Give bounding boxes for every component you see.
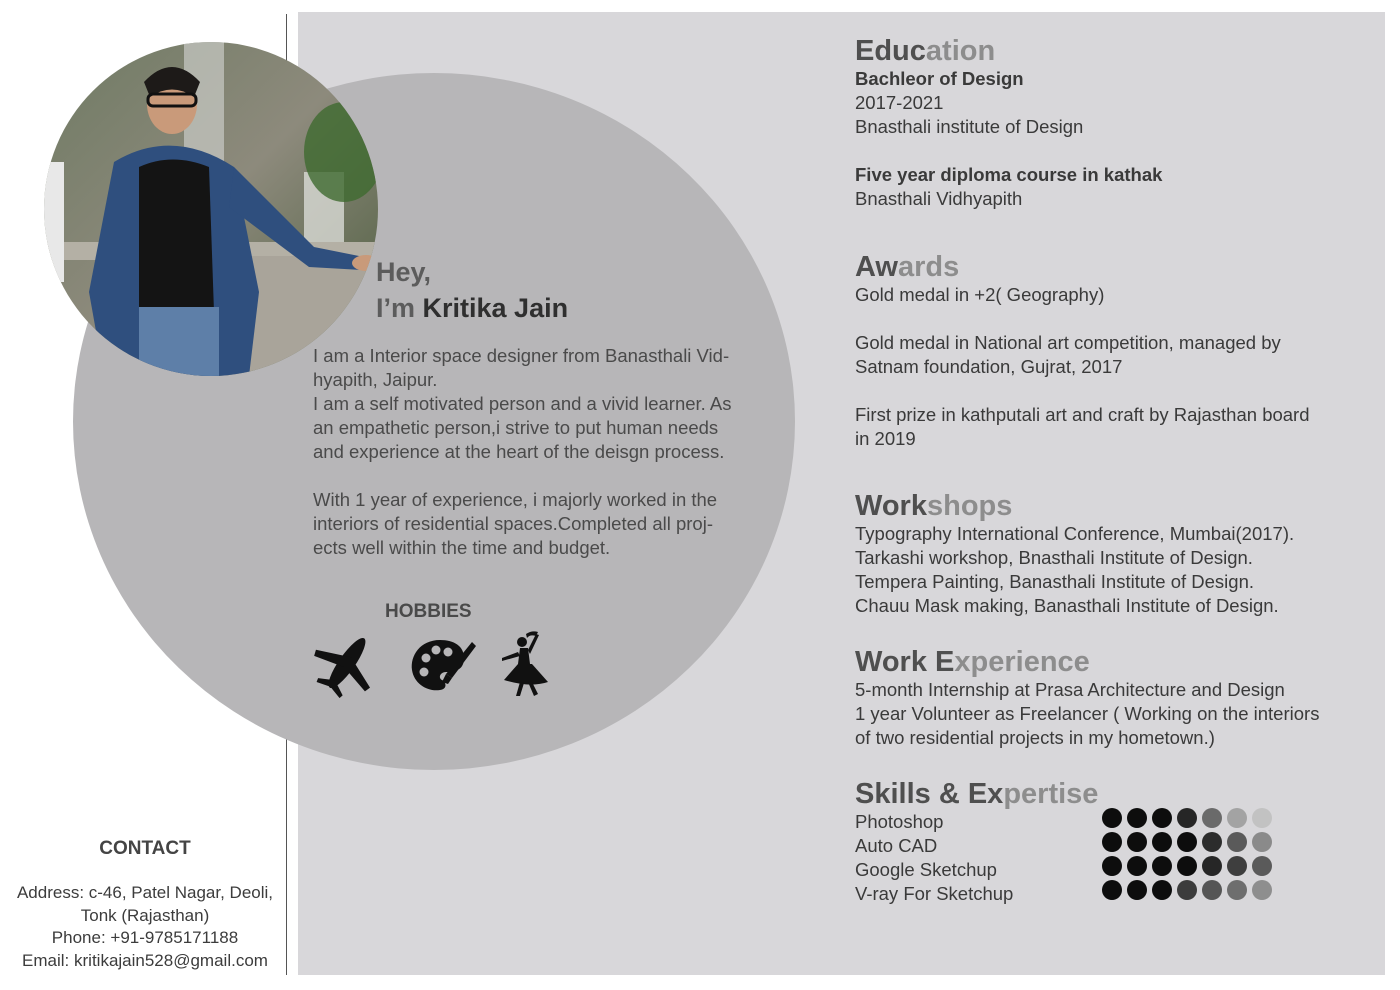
workshops-section [855, 490, 1375, 618]
contact-email[interactable]: Email: kritikajain528@gmail.com [22, 950, 268, 970]
about-paragraph-2: With 1 year of experience, i majorly worked in the interiors of residential spaces.Completed all proj- ects well within the time and budget. [313, 489, 718, 558]
contact-address-line-1: Address: c-46, Patel Nagar, Deoli, [16, 883, 274, 902]
workshop-item: Tempera Painting, Banasthali Institute of Design. [855, 571, 1255, 592]
skill-dot [1177, 832, 1197, 852]
profile-photo-illustration [44, 42, 378, 376]
awards-section [855, 251, 1375, 451]
skill-dot [1177, 808, 1197, 828]
skill-dot [1227, 856, 1247, 876]
contact-title: CONTACT [99, 838, 191, 859]
intro-hey: Hey, [376, 257, 432, 287]
experience-section [855, 646, 1375, 750]
skill-dot [1127, 880, 1147, 900]
intro-name: Kritika Jain [422, 293, 569, 323]
skill-dot [1152, 832, 1172, 852]
skill-dot [1227, 808, 1247, 828]
skills-title [855, 778, 1375, 810]
skill-dot [1252, 856, 1272, 876]
education-institute: Bnasthali institute of Design [855, 116, 1084, 137]
award-item: Satnam foundation, Gujrat, 2017 [855, 356, 1123, 377]
education-section [855, 35, 1375, 211]
skill-dot [1102, 856, 1122, 876]
award-item: Gold medal in National art competition, managed by [855, 332, 1281, 353]
skill-dot [1202, 880, 1222, 900]
skill-dot [1227, 832, 1247, 852]
contact-address-line-2: Tonk (Rajasthan) [80, 905, 210, 925]
skill-dot [1202, 808, 1222, 828]
skill-dot [1252, 808, 1272, 828]
skill-rating-dots [1102, 808, 1272, 900]
skill-dot [1252, 832, 1272, 852]
skill-name: Auto CAD [855, 835, 938, 856]
about-text [313, 344, 783, 584]
skill-dot [1227, 880, 1247, 900]
experience-title-part-1: Work E [855, 646, 955, 678]
awards-title-part-2: ards [897, 251, 960, 283]
skill-dot [1252, 880, 1272, 900]
skill-name: Google Sketchup [855, 859, 997, 880]
workshop-item: Tarkashi workshop, Bnasthali Institute of Design. [855, 547, 1253, 568]
workshops-title-part-1: Work [855, 490, 927, 522]
skill-dot [1127, 808, 1147, 828]
contact-details [0, 882, 290, 972]
award-item: First prize in kathputali art and craft by Rajasthan board [855, 404, 1310, 425]
about-paragraph-1: I am a Interior space designer from Banasthali Vid- hyapith, Jaipur. I am a self motivated person and a vivid learner. As an empathetic person,i strive to put human needs and experience at the heart of the deisgn process. [313, 345, 732, 462]
experience-item: 5-month Internship at Prasa Architecture and Design [855, 679, 1285, 700]
intro-im: I’m [376, 293, 423, 323]
skill-dot [1102, 832, 1122, 852]
profile-photo [44, 42, 378, 376]
education-diploma: Five year diploma course in kathak [855, 164, 1163, 185]
skills-title-part-2: pertise [1003, 778, 1099, 810]
skills-title-part-1: Skills & Ex [855, 778, 1004, 810]
education-diploma-place: Bnasthali Vidhyapith [855, 188, 1023, 209]
skill-dot [1127, 856, 1147, 876]
skill-dot [1177, 856, 1197, 876]
experience-item: of two residential projects in my hometown.) [855, 727, 1215, 748]
education-years: 2017-2021 [855, 92, 944, 113]
skill-name: Photoshop [855, 811, 944, 832]
workshops-title-part-2: shops [926, 490, 1013, 522]
awards-title [855, 251, 1375, 283]
workshops-title [855, 490, 1375, 522]
skill-dot [1202, 832, 1222, 852]
skill-dot [1152, 880, 1172, 900]
hobbies-title: HOBBIES [385, 601, 472, 622]
workshop-item: Typography International Conference, Mumbai(2017). [855, 523, 1295, 544]
airplane-icon [312, 628, 382, 698]
education-degree: Bachleor of Design [855, 68, 1024, 89]
intro-name-line [376, 290, 568, 326]
palette-icon [406, 628, 476, 698]
experience-title-part-2: xperience [954, 646, 1090, 678]
skill-dot [1152, 808, 1172, 828]
skill-dot [1102, 880, 1122, 900]
skill-dot [1127, 832, 1147, 852]
workshop-item: Chauu Mask making, Banasthali Institute of Design. [855, 595, 1279, 616]
intro-heading [376, 254, 568, 326]
experience-title [855, 646, 1375, 678]
experience-item: 1 year Volunteer as Freelancer ( Working on the interiors [855, 703, 1320, 724]
contact-phone: Phone: +91-9785171188 [51, 928, 239, 947]
awards-title-part-1: Aw [855, 251, 898, 283]
education-title-part-1: Educ [855, 35, 926, 67]
skill-dot [1152, 856, 1172, 876]
award-item: Gold medal in +2( Geography) [855, 284, 1105, 305]
skill-dot [1102, 808, 1122, 828]
dancer-icon [490, 628, 560, 698]
education-title-part-2: ation [925, 35, 996, 67]
skill-name: V-ray For Sketchup [855, 883, 1014, 904]
skill-dot [1202, 856, 1222, 876]
education-title [855, 35, 1375, 67]
award-item: in 2019 [855, 428, 916, 449]
skill-dot [1177, 880, 1197, 900]
